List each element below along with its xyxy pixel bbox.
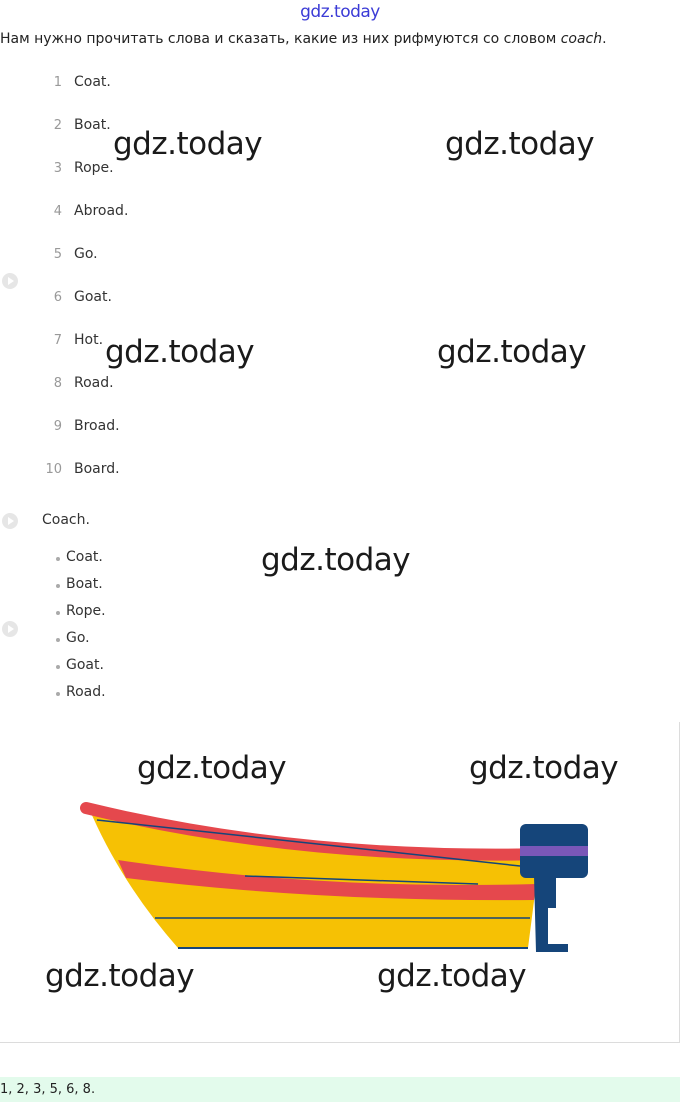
bullet-icon [56,584,60,588]
list-item [56,630,106,657]
item-word: Board. [74,461,120,477]
play-audio-icon[interactable] [2,273,18,289]
item-word: Hot. [74,332,104,348]
rhyme-word: Coat. [66,549,103,565]
motor-band [520,846,588,856]
watermark: gdz.today [137,750,287,786]
bullet-icon [56,692,60,696]
watermark: gdz.today [377,958,527,994]
rhyme-list [56,549,106,711]
item-number: 6 [53,290,62,305]
rhyme-word: Goat. [66,657,104,673]
bullet-icon [56,638,60,642]
watermark: gdz.today [469,750,619,786]
item-number: 2 [53,118,62,133]
rhyme-word: Road. [66,684,106,700]
list-item [56,576,106,603]
answer-heading: Coach. [42,512,90,528]
item-number: 5 [53,247,62,262]
final-answer: 1, 2, 3, 5, 6, 8. [0,1077,680,1102]
watermark: gdz.today [445,126,595,162]
watermark: gdz.today [105,334,255,370]
bullet-icon [56,665,60,669]
watermark: gdz.today [45,958,195,994]
item-word: Coat. [74,74,111,90]
task-text-end: . [602,31,607,47]
motor-shaft [534,876,568,952]
play-audio-icon[interactable] [2,621,18,637]
rhyme-word: Rope. [66,603,106,619]
item-word: Rope. [74,160,114,176]
list-item [56,603,106,630]
bullet-icon [56,611,60,615]
item-number: 3 [53,161,62,176]
watermark: gdz.today [437,334,587,370]
item-word: Go. [74,246,98,262]
item-number: 4 [53,204,62,219]
item-number: 8 [53,376,62,391]
item-word: Goat. [74,289,112,305]
rhyme-word: Go. [66,630,90,646]
item-number: 7 [53,333,62,348]
list-item [56,684,106,711]
list-item [56,549,106,576]
item-word: Broad. [74,418,120,434]
watermark: gdz.today [113,126,263,162]
task-description [0,31,680,47]
list-item [56,657,106,684]
item-number: 1 [53,75,62,90]
item-word: Abroad. [74,203,129,219]
watermark: gdz.today [261,542,411,578]
bullet-icon [56,557,60,561]
task-text: Нам нужно прочитать слова и сказать, какие из них рифмуются со словом [0,31,561,47]
item-word: Road. [74,375,114,391]
site-logo[interactable]: gdz.today [300,2,380,22]
play-audio-icon[interactable] [2,513,18,529]
task-keyword: coach [560,31,603,47]
rhyme-word: Boat. [66,576,103,592]
item-number: 10 [45,462,62,477]
item-number: 9 [53,419,62,434]
item-word: Boat. [74,117,111,133]
